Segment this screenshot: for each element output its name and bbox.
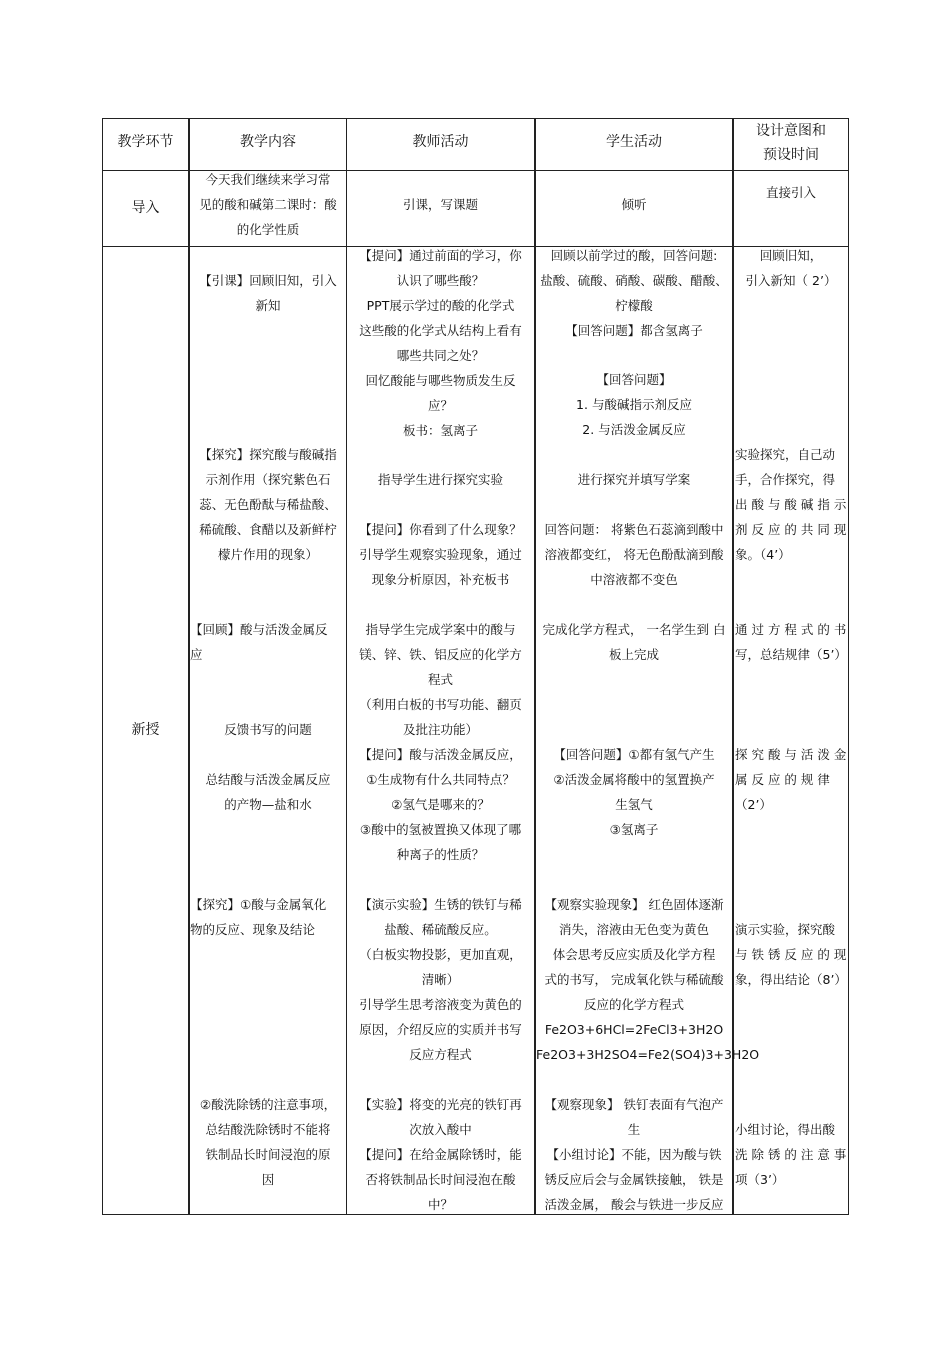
- text-line: 象。（4’）: [735, 547, 791, 562]
- intro-design: 直接引入: [765, 185, 816, 200]
- text-line: 见的酸和碱第二课时：酸: [199, 197, 337, 212]
- text-line: 的产物—盐和水: [224, 797, 312, 812]
- content-block-metal: [190, 617, 346, 667]
- header-design-line2: 预设时间: [763, 147, 819, 163]
- text-line: 认识了哪些酸？: [396, 273, 485, 288]
- text-line: 象，得出结论（8’）: [735, 972, 847, 987]
- text-line: 程式: [427, 672, 453, 687]
- text-line: 【回答问题】都含氢离子: [565, 323, 703, 338]
- text-line: 蕊、无色酚酞与稀盐酸、: [199, 497, 337, 512]
- text-line: 生: [627, 1122, 641, 1137]
- content-block-summary: [190, 767, 346, 817]
- text-line: 【提问】在给金属除锈时，能: [359, 1147, 522, 1162]
- text-line: 铁制品长时间浸泡的原: [205, 1147, 331, 1162]
- text-line: 探 究 酸 与 活 泼 金: [735, 747, 847, 762]
- text-line: 次放入酸中: [409, 1122, 472, 1137]
- text-line: 物的反应、现象及结论: [190, 922, 316, 937]
- text-line: 【探究】①酸与金属氧化: [190, 897, 327, 912]
- design-block-demo: [735, 917, 849, 992]
- text-line: 【探究】探究酸与酸碱指: [199, 447, 337, 462]
- text-line: 引入新知（ 2’）: [745, 273, 837, 288]
- text-line: 【提问】你看到了什么现象？: [359, 522, 522, 537]
- text-line: 哪些共同之处？: [396, 348, 485, 363]
- text-line: 指导学生进行探究实验: [377, 472, 503, 487]
- design-block-review: [733, 243, 849, 293]
- design-block-discussion: [735, 1117, 849, 1192]
- student-block-hydrogen: [536, 742, 732, 842]
- text-line: 原因，介绍反应的实质并书写: [359, 1022, 522, 1037]
- design-block-equations: [735, 617, 849, 667]
- design-block-indicator: [735, 442, 849, 567]
- text-line: 中？: [427, 1197, 453, 1212]
- text-line: 洗 除 锈 的 注 意 事: [735, 1147, 847, 1162]
- teacher-block-observe: [347, 517, 534, 592]
- equation-fe2o3-hcl: Fe2O3+6HCl=2FeCl3+3H2O: [544, 1022, 724, 1037]
- text-line: 稀硫酸、食醋以及新鲜柠: [199, 522, 337, 537]
- text-line: 清晰）: [421, 972, 460, 987]
- text-line: 应: [190, 647, 203, 662]
- text-line: 【回顾】酸与活泼金属反: [190, 622, 328, 637]
- text-line: 引导学生观察实验现象，通过: [359, 547, 522, 562]
- student-block-answers: [536, 367, 732, 442]
- text-line: 【演示实验】生锈的铁钉与稀: [359, 897, 522, 912]
- text-line: 及批注功能）: [402, 722, 478, 737]
- text-line: 与 铁 锈 反 应 的 现: [735, 947, 847, 962]
- student-block-discussion: [536, 1092, 732, 1217]
- text-line: 【提问】通过前面的学习，你: [359, 248, 522, 263]
- text-line: 现象分析原因，补充板书: [371, 572, 510, 587]
- text-line: 檬片作用的现象）: [217, 547, 318, 562]
- text-line: ③氢离子: [609, 822, 659, 837]
- text-line: 板上完成: [608, 647, 659, 662]
- text-line: 体会思考反应实质及化学方程: [552, 947, 716, 962]
- text-line: 总结酸洗除锈时不能将: [205, 1122, 331, 1137]
- intro-student: 倾听: [621, 197, 647, 212]
- content-block-feedback: [190, 717, 346, 742]
- text-line: 引导学生思考溶液变为黄色的: [359, 997, 522, 1012]
- teacher-block-review: [347, 243, 534, 443]
- text-line: 回答问题： 将紫色石蕊滴到酸中: [544, 522, 724, 537]
- text-line: 示剂作用（探究紫色石: [205, 472, 331, 487]
- text-line: 【实验】将变的光亮的铁钉再: [359, 1097, 522, 1112]
- text-line: 盐酸、稀硫酸反应。: [384, 922, 497, 937]
- header-teacher: 教师活动: [412, 134, 469, 150]
- content-block-oxide: [190, 892, 346, 942]
- student-block-explore: [536, 467, 732, 492]
- text-line: ②活泼金属将酸中的氢置换产: [553, 772, 715, 787]
- stage-new: 新授: [131, 722, 160, 738]
- text-line: （2’）: [735, 797, 772, 812]
- student-block-review: [536, 243, 732, 343]
- header-design: [733, 119, 849, 167]
- text-line: 剂 反 应 的 共 同 现: [735, 522, 847, 537]
- text-line: ①生成物有什么共同特点？: [366, 772, 515, 787]
- text-line: 进行探究并填写学案: [577, 472, 691, 487]
- text-line: 1. 与酸碱指示剂反应: [576, 397, 692, 412]
- intro-teacher: 引课，写课题: [402, 197, 478, 212]
- text-line: 式的书写， 完成氧化铁与稀硫酸: [544, 972, 724, 987]
- text-line: （白板实物投影，更加直观，: [359, 947, 522, 962]
- text-line: 【提问】酸与活泼金属反应，: [359, 747, 522, 762]
- text-line: 新知: [255, 298, 281, 313]
- intro-content: [190, 167, 346, 242]
- text-line: PPT展示学过的酸的化学式: [366, 298, 515, 313]
- text-line: 应？: [427, 398, 453, 413]
- text-line: 盐酸、硫酸、硝酸、碳酸、醋酸、: [540, 273, 728, 288]
- text-line: 的化学性质: [236, 222, 300, 237]
- text-line: 写，总结规律（5’）: [735, 647, 847, 662]
- teacher-block-equations: [347, 617, 534, 867]
- text-line: 出 酸 与 酸 碱 指 示: [735, 497, 847, 512]
- equation-fe2o3-h2so4: Fe2O3+3H2SO4=Fe2(SO4)3+3H2O: [536, 1047, 760, 1062]
- text-line: 镁、锌、铁、铝反应的化学方: [359, 647, 522, 662]
- text-line: 【回答问题】①都有氢气产生: [553, 747, 715, 762]
- text-line: 回顾旧知，: [759, 248, 823, 263]
- text-line: ③酸中的氢被置换又体现了哪: [359, 822, 522, 837]
- text-line: 回忆酸能与哪些物质发生反: [365, 373, 516, 388]
- text-line: 活泼金属， 酸会与铁进一步反应: [544, 1197, 724, 1212]
- text-line: 【观察实验现象】 红色固体逐渐: [544, 897, 724, 912]
- text-line: 这些酸的化学式从结构上看有: [359, 323, 522, 338]
- text-line: 【小组讨论】不能，因为酸与铁: [546, 1147, 722, 1162]
- text-line: （利用白板的书写功能、翻页: [359, 697, 522, 712]
- text-line: 属 反 应 的 规 律: [735, 772, 830, 787]
- text-line: 反应的化学方程式: [583, 997, 684, 1012]
- text-line: 总结酸与活泼金属反应: [205, 772, 331, 787]
- text-line: 完成化学方程式， 一名学生到 白: [542, 622, 726, 637]
- header-stage: 教学环节: [117, 134, 174, 150]
- stage-intro: 导入: [131, 200, 160, 216]
- student-block-rust-demo: [536, 892, 760, 1067]
- text-line: 反应方程式: [409, 1047, 472, 1062]
- text-line: 手，合作探究，得: [735, 472, 836, 487]
- text-line: 小组讨论，得出酸: [735, 1122, 836, 1137]
- text-line: 今天我们继续来学习常: [205, 172, 331, 187]
- student-block-observe: [536, 517, 732, 592]
- text-line: 柠檬酸: [615, 298, 653, 313]
- header-design-line1: 设计意图和: [756, 123, 826, 139]
- header-content: 教学内容: [240, 134, 296, 150]
- header-student: 学生活动: [606, 134, 662, 150]
- teacher-block-demo: [347, 892, 534, 1067]
- text-line: 反馈书写的问题: [224, 722, 312, 737]
- text-line: 指导学生完成学案中的酸与: [365, 622, 516, 637]
- text-line: 生氢气: [615, 797, 653, 812]
- text-line: 演示实验，探究酸: [735, 922, 836, 937]
- text-line: 通 过 方 程 式 的 书: [735, 622, 847, 637]
- text-line: 项（3’）: [735, 1172, 785, 1187]
- teacher-block-experiment: [347, 1092, 534, 1217]
- text-line: ②氢气是哪来的？: [391, 797, 490, 812]
- text-line: 2. 与活泼金属反应: [582, 422, 686, 437]
- content-block-rust: [190, 1092, 346, 1192]
- teacher-block-guide: [347, 467, 534, 492]
- text-line: 【观察现象】 铁钉表面有气泡产: [544, 1097, 724, 1112]
- text-line: 因: [261, 1172, 275, 1187]
- content-block-indicator: [190, 442, 346, 567]
- text-line: 板书：氢离子: [402, 423, 478, 438]
- text-line: 锈反应后会与金属铁接触， 铁是: [544, 1172, 724, 1187]
- student-block-equations: [536, 617, 732, 667]
- text-line: 溶液都变红， 将无色酚酞滴到酸: [544, 547, 724, 562]
- content-block-review: [190, 268, 346, 318]
- text-line: 消失，溶液由无色变为黄色: [558, 922, 709, 937]
- text-line: 【引课】回顾旧知，引入: [199, 273, 337, 288]
- text-line: ②酸洗除锈的注意事项，: [199, 1097, 337, 1112]
- design-block-metal: [735, 742, 849, 817]
- text-line: 回顾以前学过的酸，回答问题:: [550, 248, 718, 263]
- text-line: 否将铁制品长时间浸泡在酸: [365, 1172, 516, 1187]
- text-line: 实验探究，自己动: [735, 447, 836, 462]
- text-line: 种离子的性质？: [396, 847, 485, 862]
- text-line: 中溶液都不变色: [590, 572, 678, 587]
- text-line: 【回答问题】: [596, 372, 672, 387]
